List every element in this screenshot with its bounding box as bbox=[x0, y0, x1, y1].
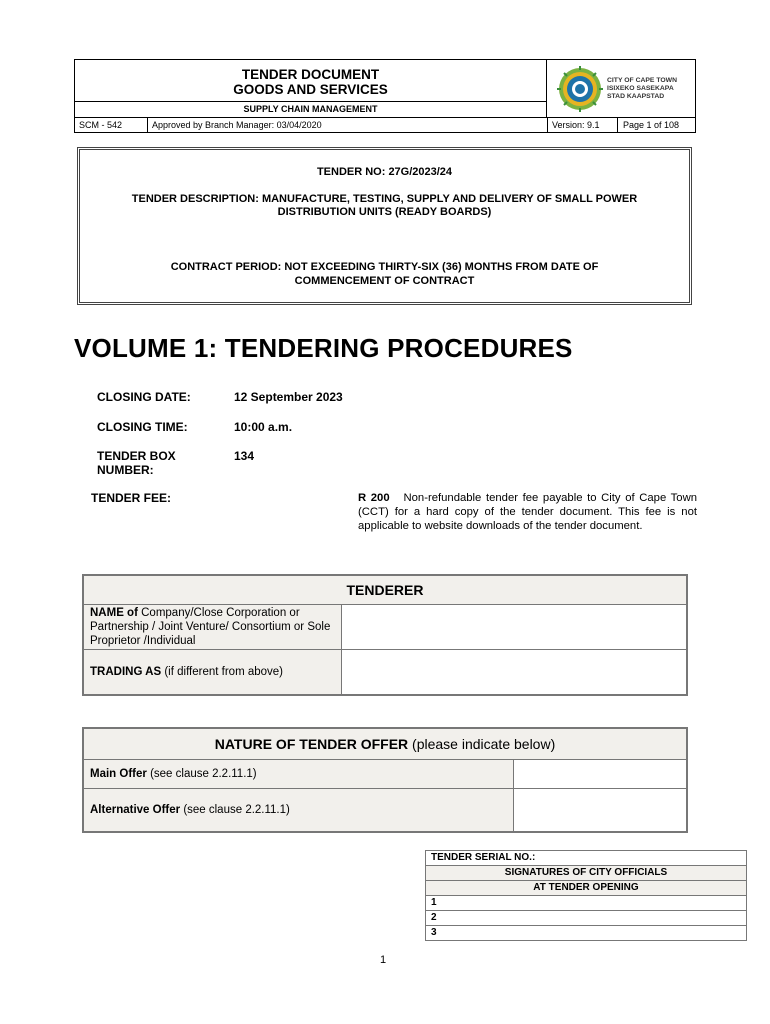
main-offer-label-bold: Main Offer bbox=[90, 768, 147, 780]
tender-number: TENDER NO: 27G/2023/24 bbox=[316, 166, 453, 178]
trading-as-label bbox=[83, 650, 342, 696]
logo-text-line2: ISIXEKO SASEKAPA bbox=[607, 85, 674, 92]
header-subtitle: SUPPLY CHAIN MANAGEMENT bbox=[75, 102, 547, 118]
alternative-offer-label-bold: Alternative Offer bbox=[90, 804, 181, 816]
tender-offer-table bbox=[82, 727, 688, 833]
header-title-box bbox=[75, 60, 547, 102]
offer-heading-text: (please indicate below) bbox=[412, 736, 556, 752]
signature-row[interactable]: 2 bbox=[426, 911, 747, 926]
tender-description-line2: DISTRIBUTION UNITS (READY BOARDS) bbox=[277, 206, 492, 218]
alternative-offer-label bbox=[83, 789, 514, 833]
document-header bbox=[74, 59, 696, 133]
company-name-label-text: Company/Close Corporation or Partnership / Joint Venture/ Consortium or Sole Proprietor /Individual bbox=[90, 607, 331, 647]
serial-number-label: TENDER SERIAL NO.: bbox=[426, 851, 747, 866]
company-name-label bbox=[83, 605, 342, 650]
logo-text-line3: STAD KAAPSTAD bbox=[607, 93, 665, 100]
tender-fee-amount: R 200 bbox=[358, 492, 390, 504]
alternative-offer-label-text: (see clause 2.2.11.1) bbox=[183, 804, 290, 816]
tender-fee-text: Non-refundable tender fee payable to City of Cape Town (CCT) for a hard copy of the tender document. This fee is not applicable to website downloads of the tender document. bbox=[358, 492, 698, 532]
closing-time-label: CLOSING TIME: bbox=[97, 420, 188, 434]
main-offer-field[interactable] bbox=[514, 760, 688, 789]
closing-date-label: CLOSING DATE: bbox=[97, 390, 191, 404]
trading-as-label-bold: TRADING AS bbox=[90, 666, 162, 678]
tenderer-heading: TENDERER bbox=[83, 575, 687, 605]
offer-heading-bold: NATURE OF TENDER OFFER bbox=[214, 736, 409, 752]
contract-period-line1: CONTRACT PERIOD: NOT EXCEEDING THIRTY-SIX (36) MONTHS FROM DATE OF bbox=[170, 261, 599, 273]
tender-box-number: 134 bbox=[234, 449, 255, 463]
tender-description-line1: TENDER DESCRIPTION: MANUFACTURE, TESTING, SUPPLY AND DELIVERY OF SMALL POWER bbox=[131, 193, 638, 205]
volume-title: VOLUME 1: TENDERING PROCEDURES bbox=[74, 333, 573, 363]
main-offer-label bbox=[83, 760, 514, 789]
page-number: 1 bbox=[380, 954, 387, 966]
version-text: Version: 9.1 bbox=[547, 118, 600, 133]
signature-row[interactable]: 1 bbox=[426, 896, 747, 911]
tender-serial-table bbox=[425, 850, 747, 941]
offer-heading bbox=[83, 728, 687, 760]
tender-box-label-line1: TENDER BOX bbox=[97, 449, 176, 463]
contract-period-line2: COMMENCEMENT OF CONTRACT bbox=[294, 275, 475, 287]
signature-row[interactable]: 3 bbox=[426, 926, 747, 941]
city-logo bbox=[547, 60, 695, 118]
tender-box-label-line2: NUMBER: bbox=[97, 463, 154, 477]
header-info-row bbox=[75, 118, 695, 133]
company-name-field[interactable] bbox=[342, 605, 688, 650]
header-title-line1: TENDER DOCUMENT bbox=[241, 67, 380, 82]
tenderer-table bbox=[82, 574, 688, 696]
tender-fee-label: TENDER FEE: bbox=[91, 491, 172, 505]
main-offer-label-text: (see clause 2.2.11.1) bbox=[150, 768, 257, 780]
closing-time-value: 10:00 a.m. bbox=[234, 420, 293, 434]
signatures-heading-line2: AT TENDER OPENING bbox=[426, 881, 747, 896]
tender-fee-description bbox=[358, 491, 697, 533]
approval-text: Approved by Branch Manager: 03/04/2020 bbox=[147, 118, 322, 133]
header-title-line2: GOODS AND SERVICES bbox=[233, 82, 388, 97]
page-count-text: Page 1 of 108 bbox=[617, 118, 679, 133]
trading-as-label-text: (if different from above) bbox=[164, 666, 284, 678]
logo-text-line1: CITY OF CAPE TOWN bbox=[607, 77, 677, 84]
signatures-heading-line1: SIGNATURES OF CITY OFFICIALS bbox=[426, 866, 747, 881]
doc-code: SCM - 542 bbox=[79, 120, 123, 130]
company-name-label-bold: NAME of bbox=[90, 607, 138, 619]
alternative-offer-field[interactable] bbox=[514, 789, 688, 833]
closing-date-value: 12 September 2023 bbox=[234, 390, 343, 404]
tender-info-box bbox=[77, 147, 692, 305]
trading-as-field[interactable] bbox=[342, 650, 688, 696]
